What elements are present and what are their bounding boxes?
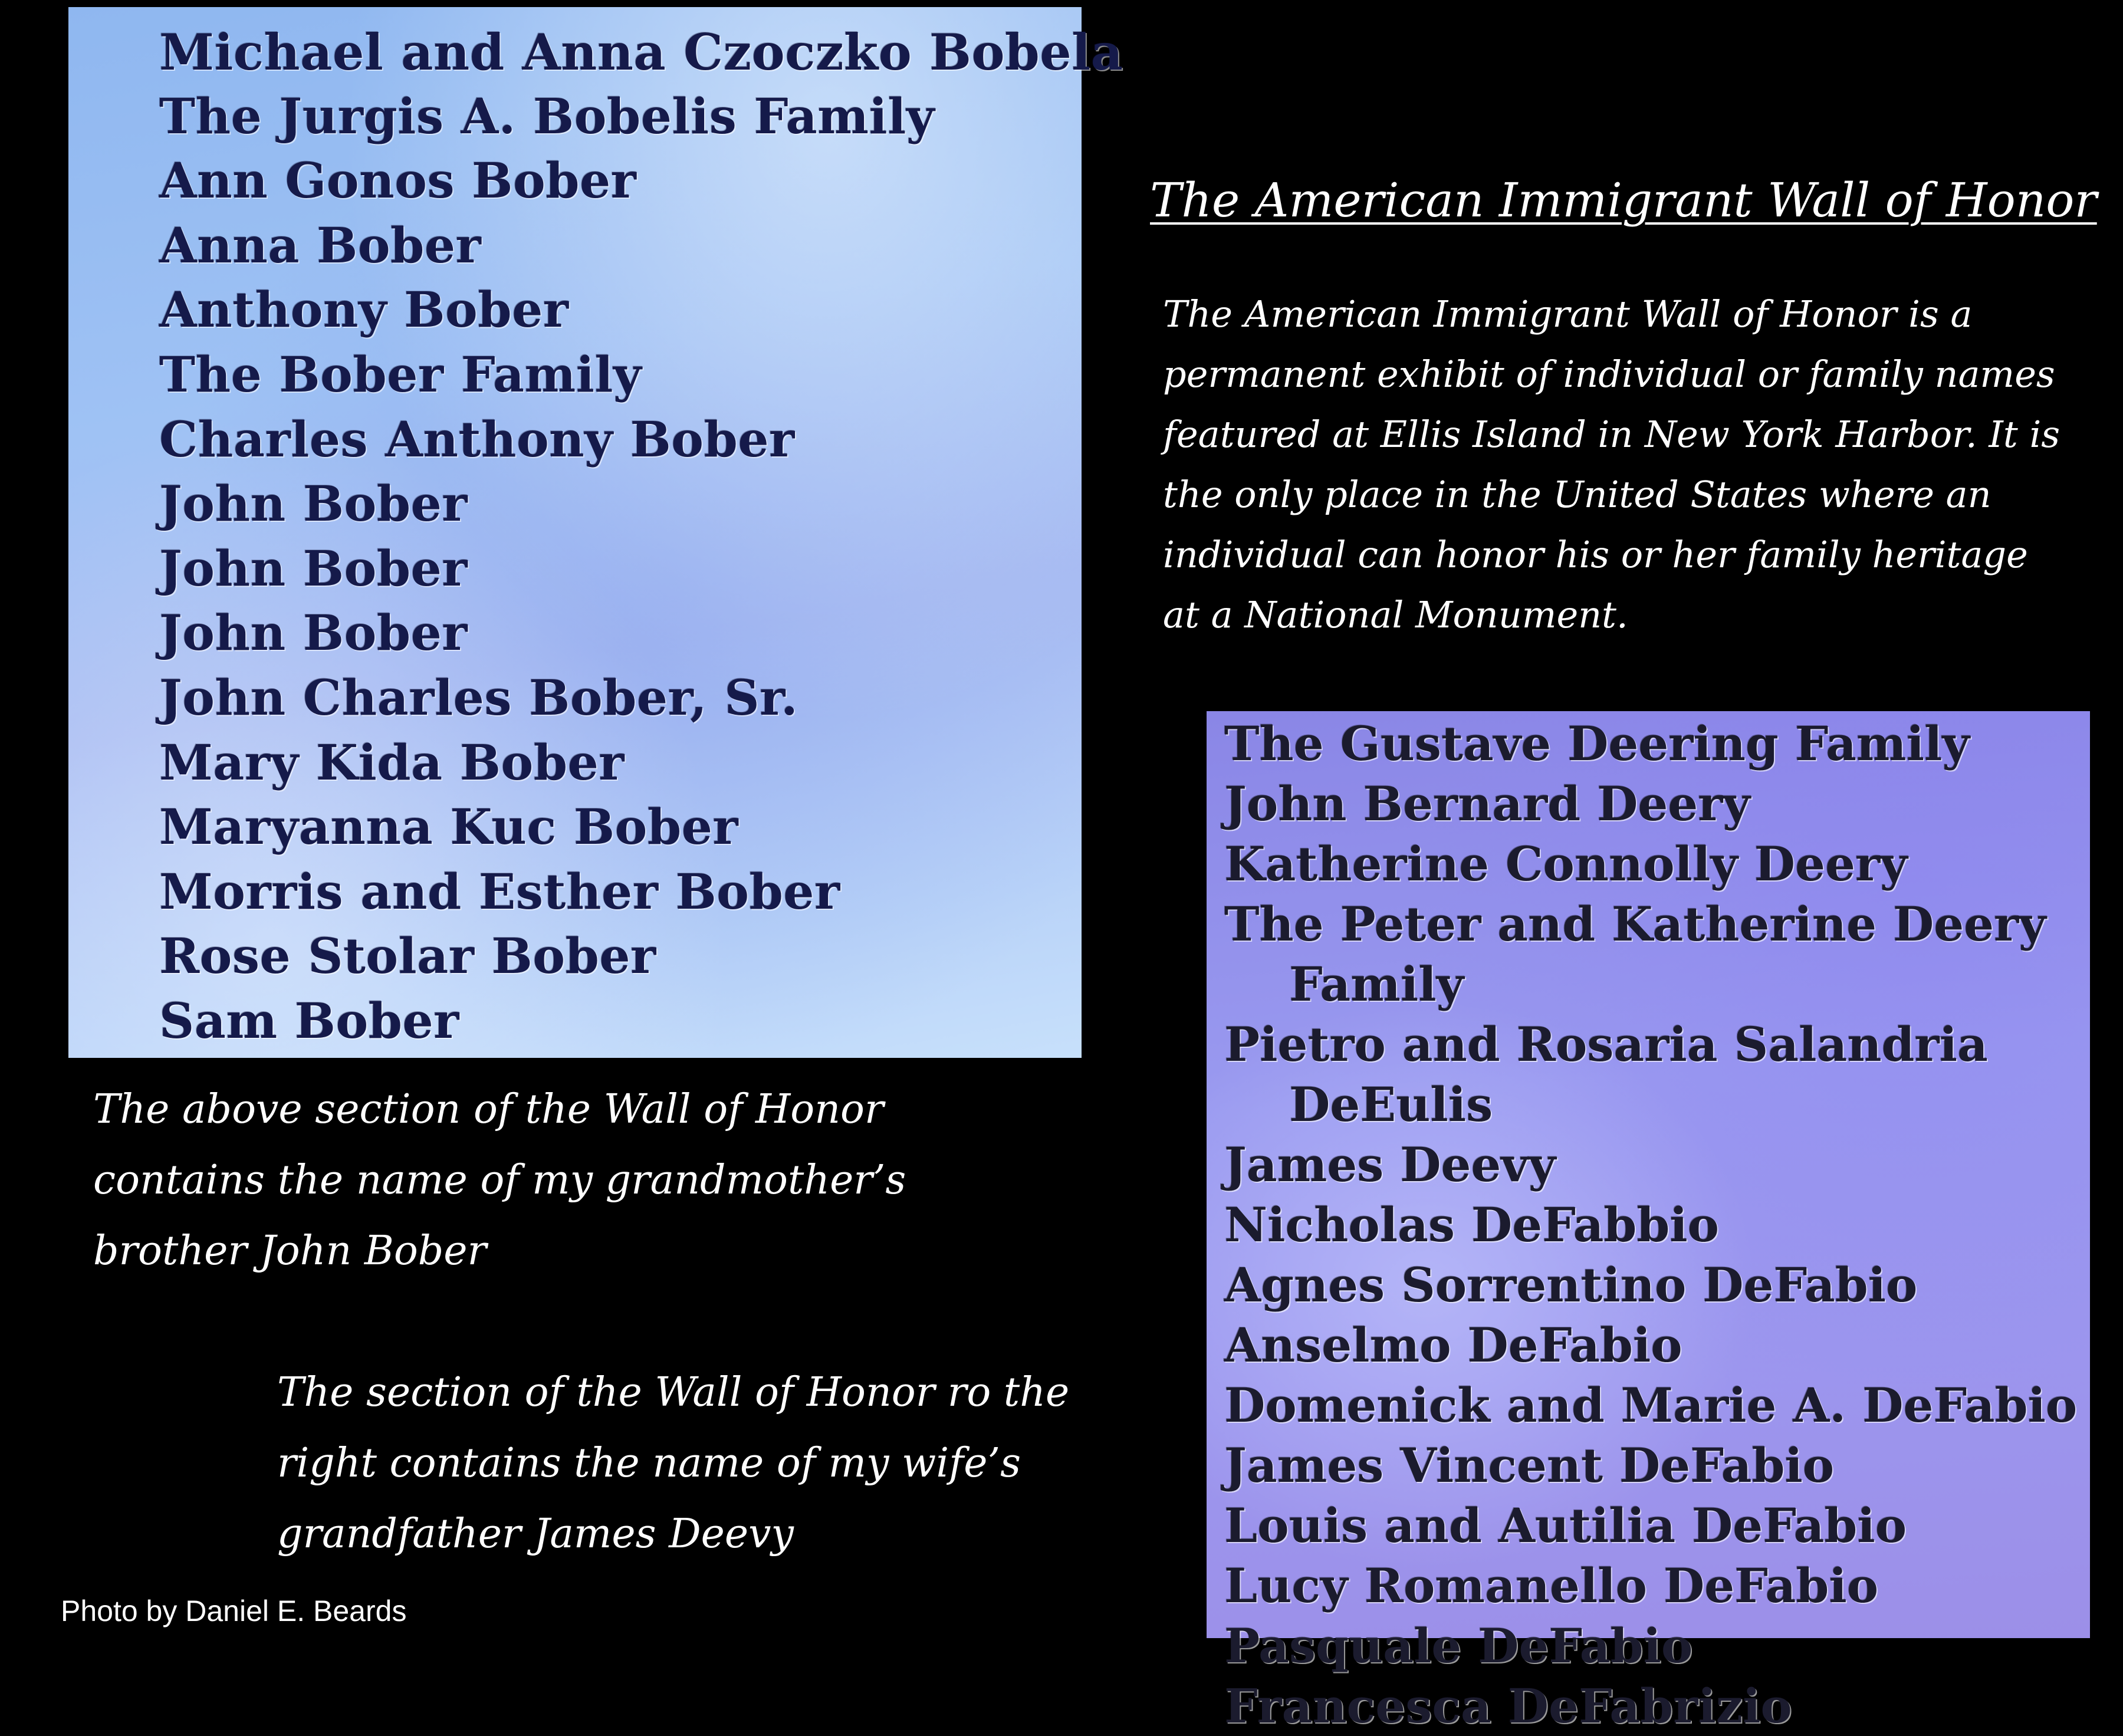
wall-of-honor-description: The American Immigrant Wall of Honor is a permanent exhibit of individual or family names featured at Ellis Island in New York Harbor. It is the only place in the United States where an individual can honor his or her family heritage at a National Monument.: [1163, 292, 2060, 636]
plaque-name: Pietro and Rosaria Salandria: [1224, 1017, 1988, 1072]
plaque-name: Rose Stolar Bober: [159, 928, 656, 985]
plaque-name: Anthony Bober: [159, 282, 569, 339]
plaque-name: Lucy Romanello DeFabio: [1224, 1558, 1879, 1613]
plaque-name: Family: [1289, 956, 1464, 1012]
plaque-name: Francesca DeFabrizio: [1224, 1678, 1792, 1734]
right-wall-plaque-photo: [1207, 711, 2090, 1734]
plaque-name: Charles Anthony Bober: [159, 411, 795, 468]
left-plaque-name-list: [159, 20, 1123, 1054]
plaque-name: Mary Kida Bober: [159, 734, 625, 791]
right-plaque-caption: The section of the Wall of Honor ro the right contains the name of my wife’s grandfather James Deevy: [277, 1369, 1070, 1557]
plaque-name: Agnes Sorrentino DeFabio: [1224, 1257, 1918, 1313]
plaque-name: Louis and Autilia DeFabio: [1224, 1498, 1907, 1553]
plaque-name: Anna Bober: [159, 217, 482, 274]
plaque-name: DeEulis: [1289, 1077, 1493, 1132]
wall-of-honor-title: The American Immigrant Wall of Honor: [1150, 173, 2097, 228]
left-wall-plaque-photo: [68, 7, 1123, 1058]
plaque-name: The Bober Family: [159, 346, 642, 403]
plaque-name: Ann Gonos Bober: [159, 153, 637, 210]
plaque-name: Morris and Esther Bober: [159, 863, 840, 920]
plaque-name: Anselmo DeFabio: [1224, 1317, 1682, 1373]
plaque-name: The Jurgis A. Bobelis Family: [159, 88, 935, 145]
right-plaque-name-list: [1224, 714, 2078, 1734]
plaque-name: James Deevy: [1224, 1137, 1556, 1192]
plaque-name: Katherine Connolly Deery: [1224, 836, 1908, 892]
plaque-name: Nicholas DeFabbio: [1224, 1197, 1720, 1252]
plaque-name: John Bernard Deery: [1224, 776, 1750, 831]
plaque-name: John Bober: [159, 605, 468, 662]
plaque-name: Sam Bober: [159, 992, 459, 1050]
plaque-name: James Vincent DeFabio: [1224, 1438, 1835, 1493]
plaque-name: John Bober: [159, 540, 468, 597]
plaque-name: Domenick and Marie A. DeFabio: [1224, 1377, 2078, 1433]
photo-credit: Photo by Daniel E. Beards: [61, 1594, 407, 1628]
plaque-name: John Bober: [159, 476, 468, 533]
plaque-name: The Peter and Katherine Deery: [1224, 896, 2046, 952]
plaque-name: Pasquale DeFabio: [1224, 1618, 1693, 1673]
plaque-name: Michael and Anna Czoczko Bobela: [159, 23, 1123, 81]
left-plaque-caption: The above section of the Wall of Honor contains the name of my grandmother’s brother John Bober: [93, 1086, 906, 1274]
plaque-name: Maryanna Kuc Bober: [159, 799, 739, 856]
plaque-name: John Charles Bober, Sr.: [159, 669, 798, 726]
plaque-name: The Gustave Deering Family: [1224, 716, 1970, 771]
